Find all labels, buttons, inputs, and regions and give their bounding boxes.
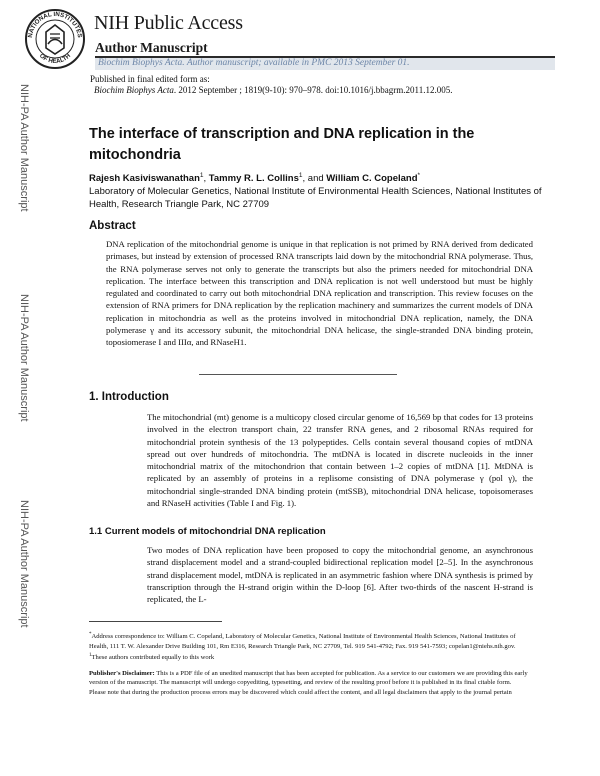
affiliation: Laboratory of Molecular Genetics, National Institute of Environmental Health Sciences, National Institutes of Health, Research Triangle Park, NC 27709 (89, 186, 542, 210)
author-affiliation-mark: * (417, 172, 421, 179)
abstract-divider (199, 374, 397, 375)
author-manuscript-label: Author Manuscript (95, 40, 208, 55)
disclaimer-text: This is a PDF file of an unedited manuscript that has been accepted for publication. As a service to our customers we are providing this early version of the manuscript. The manuscript will undergo copyediting, typesetting, and review of the resulting proof before it is published in its final citable form. Please note that during the production process errors may be discovered which could affect the content, and all legal disclaimers that apply to the journal pertain (89, 670, 528, 696)
abstract-heading: Abstract (89, 220, 136, 232)
article-title: The interface of transcription and DNA replication in the mitochondria (89, 126, 475, 163)
correspondence-text: Address correspondence to: William C. Copeland, Laboratory of Molecular Genetics, National Institute of Environmental Health Sciences, National Institutes of Health, 111 T. W. Alexander Drive Building 101, Rm E316, Research Triangle Park, NC 27709, Tel. 919 541-4792; Fax. 919 541-7593; copelan1@niehs.nih.gov. (89, 633, 516, 650)
disclaimer-label: Publisher's Disclaimer: (89, 670, 155, 677)
side-label-author-manuscript: NIH-PA Author Manuscript (18, 294, 30, 422)
footnote-mark: * (89, 632, 92, 637)
publisher-disclaimer (89, 669, 529, 697)
footnote-mark: 1 (89, 653, 92, 658)
availability-note: Biochim Biophys Acta. Author manuscript; available in PMC 2013 September 01. (98, 58, 410, 68)
author-separator: , (203, 173, 209, 185)
side-label-author-manuscript: NIH-PA Author Manuscript (18, 500, 30, 628)
correspondence-footnote (89, 630, 529, 651)
introduction-heading: 1. Introduction (89, 391, 169, 403)
author-name: Rajesh Kasiviswanathan (89, 173, 200, 185)
footnotes (89, 630, 529, 663)
nih-public-access-title: NIH Public Access (94, 12, 243, 34)
seal-text-top: NATIONAL INSTITUTES (26, 10, 84, 39)
citation (94, 85, 452, 95)
subsection-heading: 1.1 Current models of mitochondrial DNA replication (89, 526, 326, 537)
author-separator: , and (302, 173, 327, 185)
author-affiliation-mark: 1 (298, 172, 303, 179)
citation-details: . 2012 September ; 1819(9-10): 970–978. doi:10.1016/j.bbagrm.2011.12.005. (173, 85, 453, 95)
introduction-paragraph: The mitochondrial (mt) genome is a multicopy closed circular genome of 16,569 bp that codes for 13 proteins involved in the electron transport chain, 22 transfer RNA genes, and 2 ribosomal RNAs required for mitochondrial protein synthesis of the 13 polypeptides. Cells contain several thousand copies of mtDNA spread out over hundreds of mitochondria. The mtDNA is located in discrete nucleoids in the inner mitochondrial matrix of the mitochondrion that contain between 1–2 copies of mtDNA [1]. MtDNA is replicated by an assembly of proteins in a replisome consisting of DNA polymerase γ (pol γ), the mitochondrial single-stranded DNA binding protein (mtSSB), mitochondrial DNA helicase, topoisomerases and RNaseH activities (Table I and Fig. 1). (147, 412, 533, 509)
published-label: Published in final edited form as: (90, 74, 210, 84)
nih-seal-logo (24, 8, 86, 70)
side-label-author-manuscript: NIH-PA Author Manuscript (18, 84, 30, 212)
abstract-text: DNA replication of the mitochondrial genome is unique in that replication is not primed by RNA derived from dedicated primases, but instead by extension of processed RNA transcripts laid down by the mitochondrial RNA polymerase. Thus, the RNA polymerase serves not only to generate the transcripts but also the primers needed for mitochondrial DNA replication. The interface between this transcription and DNA replication is not well understood but must be highly regulated and coordinated to carry out both mitochondrial DNA replication and transcription. This review focuses on the extension of RNA primers for DNA replication by the replication machinery and summarizes the current models of DNA replication in mitochondria as well as the proteins involved in mitochondrial DNA replication, namely, the DNA polymerase γ and its accessory subunit, the mitochondrial DNA helicase, the single-stranded DNA binding protein, toposiomerase I and IIIα, and RNaseH1. (106, 239, 533, 348)
author-name: William C. Copeland (326, 173, 418, 185)
citation-journal: Biochim Biophys Acta (94, 85, 174, 95)
equal-contribution-text: These authors contributed equally to this work (91, 654, 215, 662)
subsection-paragraph: Two modes of DNA replication have been proposed to copy the mitochondrial genome, an asynchronous strand displacement model and a strand-coupled bidirectional replication model [2–5]. In the asynchronous strand displacement model, mtDNA is replicated in an asymmetric fashion where DNA synthesis is primed by transcription through the H-strand origin within the D-loop [6]. After two-thirds of the nascent H-strand is replicated, the L- (147, 545, 533, 605)
author-affiliation-mark: 1 (199, 172, 204, 179)
equal-contribution-footnote (89, 651, 529, 663)
footnote-rule (89, 621, 222, 622)
author-name: Tammy R. L. Collins (208, 173, 299, 185)
author-list (89, 172, 420, 184)
seal-text-bottom: OF HEALTH (37, 52, 73, 66)
